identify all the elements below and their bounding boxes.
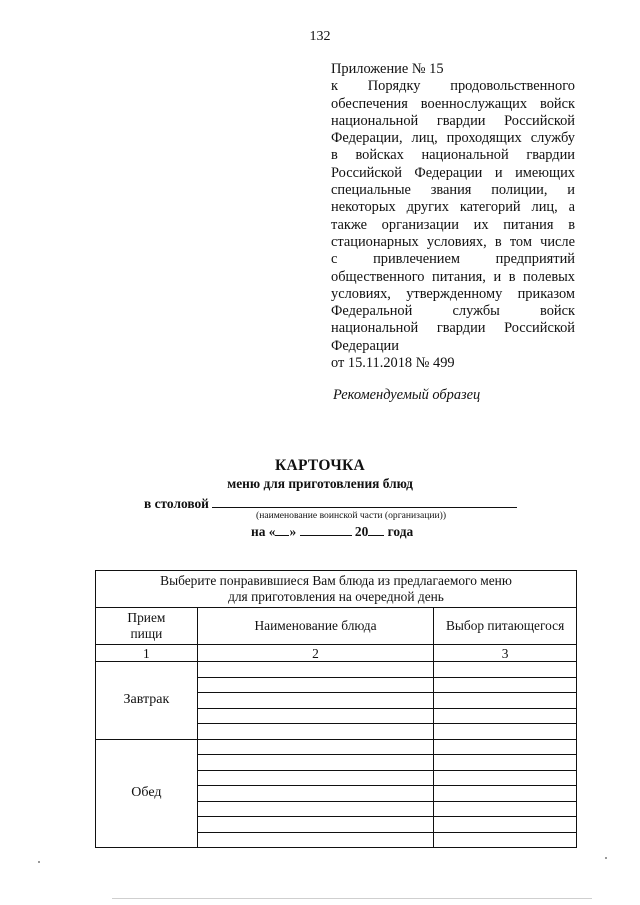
table-header-line: Выберите понравившиеся Вам блюда из предлагаемого меню xyxy=(160,573,512,588)
appendix-line: Федерации, лиц, проходящих службу xyxy=(331,130,575,147)
dish-cell[interactable] xyxy=(197,755,433,771)
appendix-line: обеспечения военнослужащих войск xyxy=(331,95,575,112)
card-subtitle: меню для приготовления блюд xyxy=(227,476,413,491)
choice-cell[interactable] xyxy=(434,662,577,678)
column-number: 1 xyxy=(96,645,198,662)
appendix-line: Российской Федерации и имеющих xyxy=(331,164,575,181)
scan-edge-line xyxy=(112,898,592,899)
table-header xyxy=(96,571,577,608)
choice-cell[interactable] xyxy=(434,817,577,833)
meal-breakfast: Завтрак xyxy=(96,662,198,740)
column-header-meal xyxy=(96,608,198,645)
month-blank-field[interactable] xyxy=(300,523,352,536)
dish-cell[interactable] xyxy=(197,724,433,740)
scan-speck xyxy=(605,857,607,859)
choice-cell[interactable] xyxy=(434,739,577,755)
scan-speck xyxy=(38,861,40,863)
dish-cell[interactable] xyxy=(197,770,433,786)
card-title: КАРТОЧКА xyxy=(274,457,366,474)
appendix-line: специальные звания полиции, и xyxy=(331,182,575,199)
page-number: 132 xyxy=(309,29,331,44)
year-blank-field[interactable] xyxy=(368,523,384,536)
appendix-block xyxy=(331,61,575,372)
appendix-line: в войсках национальной гвардии xyxy=(331,147,575,164)
appendix-line: также организации их питания в xyxy=(331,216,575,233)
dish-cell[interactable] xyxy=(197,677,433,693)
date-prefix: на « xyxy=(251,524,276,539)
column-number: 2 xyxy=(197,645,433,662)
choice-cell[interactable] xyxy=(434,770,577,786)
appendix-line: национальной гвардии Российской xyxy=(331,112,575,129)
choice-cell[interactable] xyxy=(434,677,577,693)
choice-cell[interactable] xyxy=(434,832,577,848)
table-header-line: для приготовления на очередной день xyxy=(228,589,444,604)
appendix-line: общественного питания, и в полевых xyxy=(331,268,575,285)
appendix-line: условиях, утвержденному приказом xyxy=(331,285,575,302)
dish-cell[interactable] xyxy=(197,708,433,724)
date-suffix: года xyxy=(387,524,414,539)
canteen-label: в столовой xyxy=(144,496,209,511)
choice-cell[interactable] xyxy=(434,801,577,817)
choice-cell[interactable] xyxy=(434,724,577,740)
date-line xyxy=(251,523,413,540)
choice-cell[interactable] xyxy=(434,693,577,709)
appendix-line: к Порядку продовольственного xyxy=(331,78,575,95)
menu-table xyxy=(95,570,577,848)
day-blank-field[interactable] xyxy=(275,523,289,536)
appendix-line: стационарных условиях, в том числе xyxy=(331,233,575,250)
date-mid: » xyxy=(289,524,297,539)
dish-cell[interactable] xyxy=(197,801,433,817)
dish-cell[interactable] xyxy=(197,786,433,802)
dish-cell[interactable] xyxy=(197,739,433,755)
dish-cell[interactable] xyxy=(197,662,433,678)
appendix-line: Приложение № 15 xyxy=(331,61,444,77)
dish-cell[interactable] xyxy=(197,832,433,848)
column-header-meal-line: пищи xyxy=(130,626,163,641)
dish-cell[interactable] xyxy=(197,817,433,833)
appendix-line: национальной гвардии Российской xyxy=(331,320,575,337)
choice-cell[interactable] xyxy=(434,755,577,771)
choice-cell[interactable] xyxy=(434,786,577,802)
recommended-sample-note: Рекомендуемый образец xyxy=(333,387,481,403)
appendix-line: Федерации xyxy=(331,337,399,354)
column-number: 3 xyxy=(434,645,577,662)
appendix-line: некоторых других категорий лиц, а xyxy=(331,199,575,216)
date-year: 20 xyxy=(354,524,369,539)
appendix-date-line: от 15.11.2018 № 499 xyxy=(331,355,455,372)
meal-lunch: Обед xyxy=(96,739,198,848)
appendix-line: Федеральной службы войск xyxy=(331,303,575,320)
unit-caption: (наименование воинской части (организации)) xyxy=(256,510,447,521)
appendix-line: с привлечением предприятий xyxy=(331,251,575,268)
column-header-choice: Выбор питающегося xyxy=(434,608,577,645)
column-header-dish: Наименование блюда xyxy=(197,608,433,645)
column-header-meal-line: Прием xyxy=(127,610,166,625)
canteen-blank-field[interactable] xyxy=(212,494,517,508)
choice-cell[interactable] xyxy=(434,708,577,724)
dish-cell[interactable] xyxy=(197,693,433,709)
